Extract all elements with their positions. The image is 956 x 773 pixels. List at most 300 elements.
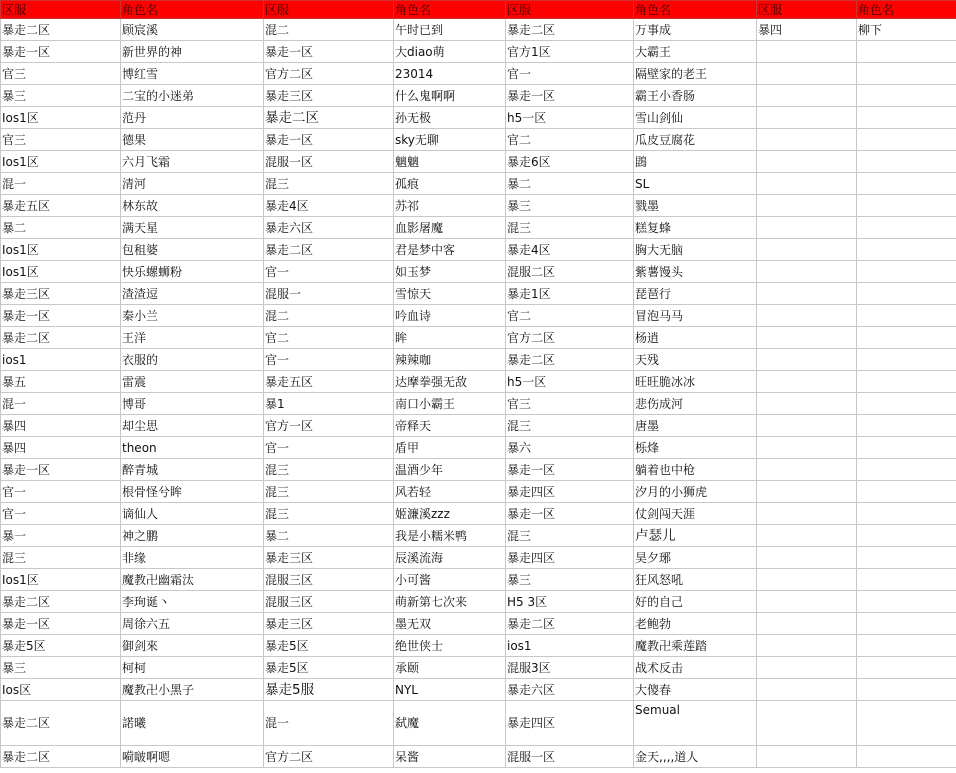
table-cell[interactable]: 温酒少年: [394, 459, 506, 481]
header-cell[interactable]: 区服: [1, 1, 121, 19]
table-cell[interactable]: 暴三: [1, 85, 121, 107]
table-cell[interactable]: 金天,,,,道人: [634, 746, 757, 768]
table-cell[interactable]: 姬濂溪zzz: [394, 503, 506, 525]
table-row: [1, 19, 956, 41]
table-cell[interactable]: 暴走一区: [506, 459, 634, 481]
table-cell[interactable]: 官方一区: [264, 415, 394, 437]
table-cell[interactable]: 旺旺脆冰冰: [634, 371, 757, 393]
table-cell[interactable]: 神之鹏: [121, 525, 264, 547]
table-cell[interactable]: 混一: [1, 173, 121, 195]
table-cell[interactable]: 胸大无脑: [634, 239, 757, 261]
table-row: [1, 657, 956, 679]
table-cell[interactable]: [757, 151, 857, 173]
table-cell[interactable]: [757, 746, 857, 768]
table-row: [1, 437, 956, 459]
table-cell[interactable]: 暴1: [264, 393, 394, 415]
table-cell[interactable]: 官二: [506, 129, 634, 151]
table-cell[interactable]: [757, 415, 857, 437]
table-cell[interactable]: 绝世侠士: [394, 635, 506, 657]
table-cell[interactable]: 混服三区: [264, 591, 394, 613]
table-cell[interactable]: 官一: [264, 261, 394, 283]
table-cell[interactable]: 暴三: [506, 569, 634, 591]
table-cell[interactable]: 官一: [1, 503, 121, 525]
table-cell[interactable]: 魔教卍小黑子: [121, 679, 264, 701]
header-cell[interactable]: 区服: [506, 1, 634, 19]
table-cell[interactable]: 辰溪流海: [394, 547, 506, 569]
table-cell[interactable]: 暴走二区: [506, 613, 634, 635]
table-cell[interactable]: 好的自己: [634, 591, 757, 613]
table-cell[interactable]: 戮墨: [634, 195, 757, 217]
table-cell[interactable]: 汐月的小狮虎: [634, 481, 757, 503]
table-cell[interactable]: 苏祁: [394, 195, 506, 217]
table-cell[interactable]: 暴三: [1, 657, 121, 679]
table-cell[interactable]: 孤痕: [394, 173, 506, 195]
table-cell[interactable]: 根骨怪兮眸: [121, 481, 264, 503]
table-cell[interactable]: 暴走一区: [506, 85, 634, 107]
table-cell[interactable]: 血影屠魔: [394, 217, 506, 239]
table-cell[interactable]: [857, 41, 956, 63]
table-cell[interactable]: 雪惊天: [394, 283, 506, 305]
table-cell[interactable]: 暴走二区: [1, 746, 121, 768]
table-cell[interactable]: [857, 283, 956, 305]
table-cell[interactable]: 林东故: [121, 195, 264, 217]
table-cell[interactable]: 孙无极: [394, 107, 506, 129]
table-cell[interactable]: 混三: [506, 415, 634, 437]
table-cell[interactable]: 暴走二区: [1, 327, 121, 349]
table-cell[interactable]: 暴走4区: [506, 239, 634, 261]
table-cell[interactable]: 官一: [506, 63, 634, 85]
table-row: [1, 129, 956, 151]
table-cell[interactable]: 暴走二区: [1, 19, 121, 41]
table-cell[interactable]: 暴走五区: [1, 195, 121, 217]
table-cell[interactable]: 栎烽: [634, 437, 757, 459]
table-cell[interactable]: 小可酱: [394, 569, 506, 591]
table-cell[interactable]: 混三: [264, 503, 394, 525]
table-cell[interactable]: 暴一: [1, 525, 121, 547]
table-cell[interactable]: 暴走三区: [264, 547, 394, 569]
table-cell[interactable]: 雪山剑仙: [634, 107, 757, 129]
table-cell[interactable]: 博红雪: [121, 63, 264, 85]
table-cell[interactable]: [857, 437, 956, 459]
table-cell[interactable]: 御剑來: [121, 635, 264, 657]
table-cell[interactable]: [857, 195, 956, 217]
table-cell[interactable]: 如玉梦: [394, 261, 506, 283]
table-cell[interactable]: [857, 635, 956, 657]
table-cell[interactable]: 快乐螺蛳粉: [121, 261, 264, 283]
table-cell[interactable]: [857, 129, 956, 151]
table-cell[interactable]: 墨无双: [394, 613, 506, 635]
table-cell[interactable]: Ios1区: [1, 261, 121, 283]
table-cell[interactable]: 混服一区: [506, 746, 634, 768]
table-cell[interactable]: 暴走五区: [264, 371, 394, 393]
table-cell[interactable]: 暴走二区: [264, 239, 394, 261]
table-cell[interactable]: 王洋: [121, 327, 264, 349]
table-row: [1, 107, 956, 129]
table-cell[interactable]: 暴走一区: [264, 41, 394, 63]
table-cell[interactable]: 大傻春: [634, 679, 757, 701]
table-cell[interactable]: 暴走四区: [506, 547, 634, 569]
table-cell[interactable]: 暴走一区: [1, 613, 121, 635]
table-cell[interactable]: 暴走二区: [506, 19, 634, 41]
table-cell[interactable]: 混服三区: [264, 569, 394, 591]
table-cell[interactable]: 盾甲: [394, 437, 506, 459]
table-cell[interactable]: 躺着也中枪: [634, 459, 757, 481]
table-cell[interactable]: 暴走5区: [264, 635, 394, 657]
table-cell[interactable]: Ios区: [1, 679, 121, 701]
table-cell[interactable]: 仗剑闯天涯: [634, 503, 757, 525]
table-cell[interactable]: 官方二区: [264, 746, 394, 768]
table-row: [1, 746, 956, 768]
table-cell[interactable]: Semual: [634, 701, 757, 746]
table-row: [1, 151, 956, 173]
table-cell[interactable]: [757, 701, 857, 746]
table-cell[interactable]: [857, 217, 956, 239]
table-cell[interactable]: 醉青城: [121, 459, 264, 481]
header-cell[interactable]: 角色名: [857, 1, 956, 19]
table-cell[interactable]: 官方二区: [264, 63, 394, 85]
table-cell[interactable]: [757, 283, 857, 305]
table-cell[interactable]: 暴走一区: [1, 41, 121, 63]
table-cell[interactable]: 承颐: [394, 657, 506, 679]
table-cell[interactable]: 暴走四区: [506, 701, 634, 746]
table-cell[interactable]: 官三: [1, 129, 121, 151]
table-cell[interactable]: 辣辣咖: [394, 349, 506, 371]
table-row: [1, 679, 956, 701]
table-cell[interactable]: 23014: [394, 63, 506, 85]
table-cell[interactable]: [757, 85, 857, 107]
table-cell[interactable]: 糕复蜂: [634, 217, 757, 239]
table-cell[interactable]: [857, 63, 956, 85]
table-cell[interactable]: 隔壁家的老王: [634, 63, 757, 85]
table-cell[interactable]: 混服一: [264, 283, 394, 305]
table-cell[interactable]: [857, 327, 956, 349]
table-cell[interactable]: 弑魔: [394, 701, 506, 746]
table-cell[interactable]: 暴走二区: [1, 701, 121, 746]
table-cell[interactable]: 周徐六五: [121, 613, 264, 635]
table-cell[interactable]: [757, 195, 857, 217]
table-cell[interactable]: [757, 459, 857, 481]
table-row: [1, 525, 956, 547]
table-row: [1, 371, 956, 393]
table-cell[interactable]: 大diao萌: [394, 41, 506, 63]
table-cell[interactable]: 范丹: [121, 107, 264, 129]
table-cell[interactable]: 雷震: [121, 371, 264, 393]
table-cell[interactable]: 魑魑: [394, 151, 506, 173]
table-cell[interactable]: 暴走二区: [1, 591, 121, 613]
table-cell[interactable]: 满天星: [121, 217, 264, 239]
table-row: [1, 459, 956, 481]
table-cell[interactable]: [757, 437, 857, 459]
table-cell[interactable]: 暴走5服: [264, 679, 394, 701]
table-cell[interactable]: 包租婆: [121, 239, 264, 261]
table-cell[interactable]: [857, 525, 956, 547]
table-cell[interactable]: [857, 239, 956, 261]
header-cell[interactable]: 区服: [757, 1, 857, 19]
table-cell[interactable]: 暴五: [1, 371, 121, 393]
table-cell[interactable]: [757, 129, 857, 151]
table-cell[interactable]: [857, 679, 956, 701]
table-row: [1, 173, 956, 195]
table-cell[interactable]: 清河: [121, 173, 264, 195]
table-row: [1, 217, 956, 239]
table-row: [1, 503, 956, 525]
table-cell[interactable]: 暴四: [1, 437, 121, 459]
table-cell[interactable]: 混三: [264, 173, 394, 195]
table-row: [1, 701, 956, 746]
table-cell[interactable]: [857, 349, 956, 371]
table-cell[interactable]: 暴二: [264, 525, 394, 547]
table-cell[interactable]: 官二: [264, 327, 394, 349]
table-cell[interactable]: 老鲍勃: [634, 613, 757, 635]
table-cell[interactable]: 暴走一区: [1, 459, 121, 481]
table-cell[interactable]: 混一: [1, 393, 121, 415]
table-cell[interactable]: 魔教卍幽霜汰: [121, 569, 264, 591]
table-cell[interactable]: 官一: [264, 437, 394, 459]
table-cell[interactable]: 暴走一区: [264, 129, 394, 151]
header-cell[interactable]: 角色名: [634, 1, 757, 19]
table-cell[interactable]: [857, 613, 956, 635]
table-cell[interactable]: 狂风怒吼: [634, 569, 757, 591]
table-cell[interactable]: 暴走一区: [1, 305, 121, 327]
header-cell[interactable]: 角色名: [121, 1, 264, 19]
table-cell[interactable]: 暴二: [1, 217, 121, 239]
table-cell[interactable]: [757, 657, 857, 679]
table-cell[interactable]: 帝释天: [394, 415, 506, 437]
table-cell[interactable]: [857, 569, 956, 591]
table-cell[interactable]: [857, 547, 956, 569]
table-cell[interactable]: 混服一区: [264, 151, 394, 173]
table-cell[interactable]: [857, 591, 956, 613]
table-cell[interactable]: 暴走三区: [264, 613, 394, 635]
table-cell[interactable]: [757, 63, 857, 85]
table-cell[interactable]: [857, 481, 956, 503]
table-cell[interactable]: [757, 503, 857, 525]
table-row: [1, 547, 956, 569]
table-cell[interactable]: 昊夕琊: [634, 547, 757, 569]
table-cell[interactable]: 官三: [1, 63, 121, 85]
table-cell[interactable]: h5一区: [506, 107, 634, 129]
table-cell[interactable]: 君是梦中客: [394, 239, 506, 261]
table-cell[interactable]: [757, 613, 857, 635]
table-cell[interactable]: 杨逍: [634, 327, 757, 349]
table-cell[interactable]: SL: [634, 173, 757, 195]
table-cell[interactable]: 瓜皮豆腐花: [634, 129, 757, 151]
table-cell[interactable]: 暴走6区: [506, 151, 634, 173]
table-cell[interactable]: 暴走4区: [264, 195, 394, 217]
table-cell[interactable]: 悲伤成河: [634, 393, 757, 415]
table-cell[interactable]: 吟血诗: [394, 305, 506, 327]
table-cell[interactable]: 渣渣逗: [121, 283, 264, 305]
table-row: [1, 195, 956, 217]
table-cell[interactable]: 顾宸溪: [121, 19, 264, 41]
table-cell[interactable]: 战术反击: [634, 657, 757, 679]
table-cell[interactable]: 暴走三区: [1, 283, 121, 305]
table-cell[interactable]: 柯柯: [121, 657, 264, 679]
table-cell[interactable]: 暴四: [1, 415, 121, 437]
table-cell[interactable]: [857, 415, 956, 437]
table-row: [1, 481, 956, 503]
table-cell[interactable]: 混三: [506, 525, 634, 547]
table-cell[interactable]: 官三: [506, 393, 634, 415]
table-row: [1, 85, 956, 107]
table-cell[interactable]: [857, 173, 956, 195]
table-cell[interactable]: 混三: [1, 547, 121, 569]
table-cell[interactable]: [857, 261, 956, 283]
table-cell[interactable]: [757, 679, 857, 701]
table-row: [1, 349, 956, 371]
header-cell[interactable]: 角色名: [394, 1, 506, 19]
table-cell[interactable]: [857, 393, 956, 415]
table-cell[interactable]: 琵琶行: [634, 283, 757, 305]
table-cell[interactable]: 暴走六区: [264, 217, 394, 239]
table-row: [1, 283, 956, 305]
table-row: [1, 305, 956, 327]
table-cell[interactable]: 官方二区: [506, 327, 634, 349]
table-cell[interactable]: 达摩拳强无敌: [394, 371, 506, 393]
table-cell[interactable]: 二宝的小迷弟: [121, 85, 264, 107]
table-row: [1, 393, 956, 415]
table-cell[interactable]: Ios1区: [1, 107, 121, 129]
table-cell[interactable]: 午时已到: [394, 19, 506, 41]
table-cell[interactable]: [857, 151, 956, 173]
table-row: [1, 613, 956, 635]
table-cell[interactable]: [757, 547, 857, 569]
table-cell[interactable]: 暴走5区: [1, 635, 121, 657]
table-cell[interactable]: 官二: [506, 305, 634, 327]
table-cell[interactable]: 南口小霸王: [394, 393, 506, 415]
table-cell[interactable]: 暴三: [506, 195, 634, 217]
table-cell[interactable]: 混三: [264, 481, 394, 503]
table-cell[interactable]: 卢瑟儿: [634, 525, 757, 547]
table-cell[interactable]: 混一: [264, 701, 394, 746]
table-cell[interactable]: [757, 327, 857, 349]
table-cell[interactable]: Ios1区: [1, 239, 121, 261]
table-cell[interactable]: 谪仙人: [121, 503, 264, 525]
table-cell[interactable]: [757, 591, 857, 613]
table-cell[interactable]: 暴走四区: [506, 481, 634, 503]
table-row: [1, 415, 956, 437]
table-cell[interactable]: 天残: [634, 349, 757, 371]
table-cell[interactable]: 嗬啵啊嗯: [121, 746, 264, 768]
table-cell[interactable]: [757, 393, 857, 415]
table-cell[interactable]: NYL: [394, 679, 506, 701]
table-cell[interactable]: 混二: [264, 19, 394, 41]
table-cell[interactable]: 暴走一区: [506, 503, 634, 525]
table-cell[interactable]: [757, 305, 857, 327]
table-cell[interactable]: Ios1区: [1, 151, 121, 173]
table-cell[interactable]: 暴二: [506, 173, 634, 195]
table-cell[interactable]: [857, 305, 956, 327]
table-cell[interactable]: 萌新第七次来: [394, 591, 506, 613]
table-cell[interactable]: 柳下: [857, 19, 956, 41]
table-cell[interactable]: 霸王小香肠: [634, 85, 757, 107]
table-cell[interactable]: theon: [121, 437, 264, 459]
table-cell[interactable]: 紫薯馒头: [634, 261, 757, 283]
table-cell[interactable]: 魔教卍乘莲踏: [634, 635, 757, 657]
table-cell[interactable]: 风若轻: [394, 481, 506, 503]
table-cell[interactable]: 官一: [264, 349, 394, 371]
table-cell[interactable]: [757, 217, 857, 239]
table-cell[interactable]: ios1: [506, 635, 634, 657]
table-cell[interactable]: 衣服的: [121, 349, 264, 371]
table-cell[interactable]: ios1: [1, 349, 121, 371]
table-cell[interactable]: [857, 657, 956, 679]
table-cell[interactable]: 万事成: [634, 19, 757, 41]
header-row: [1, 1, 956, 19]
table-cell[interactable]: 冒泡马马: [634, 305, 757, 327]
table-cell[interactable]: 李珣诞丶: [121, 591, 264, 613]
table-cell[interactable]: 混服二区: [506, 261, 634, 283]
table-cell[interactable]: 眸: [394, 327, 506, 349]
table-cell[interactable]: 却尘思: [121, 415, 264, 437]
table-cell[interactable]: [857, 701, 956, 746]
table-cell[interactable]: H5 3区: [506, 591, 634, 613]
table-cell[interactable]: 秦小兰: [121, 305, 264, 327]
table-cell[interactable]: [757, 569, 857, 591]
table-cell[interactable]: 混三: [264, 459, 394, 481]
table-cell[interactable]: [757, 349, 857, 371]
table-cell[interactable]: Ios1区: [1, 569, 121, 591]
table-row: [1, 591, 956, 613]
table-cell[interactable]: 暴六: [506, 437, 634, 459]
table-cell[interactable]: 非缘: [121, 547, 264, 569]
table-cell[interactable]: 諾曦: [121, 701, 264, 746]
table-cell[interactable]: 暴走六区: [506, 679, 634, 701]
table-cell[interactable]: [757, 635, 857, 657]
table-cell[interactable]: [857, 503, 956, 525]
table-cell[interactable]: 唐墨: [634, 415, 757, 437]
table-cell[interactable]: 什么鬼啊啊: [394, 85, 506, 107]
table-cell[interactable]: 呆酱: [394, 746, 506, 768]
table-cell[interactable]: [757, 239, 857, 261]
table-cell[interactable]: [757, 261, 857, 283]
table-cell[interactable]: 暴走三区: [264, 85, 394, 107]
table-cell[interactable]: 官方1区: [506, 41, 634, 63]
table-cell[interactable]: [857, 746, 956, 768]
table-cell[interactable]: [757, 371, 857, 393]
table-cell[interactable]: [857, 85, 956, 107]
table-cell[interactable]: [757, 107, 857, 129]
table-cell[interactable]: 官一: [1, 481, 121, 503]
table-cell[interactable]: 暴走二区: [264, 107, 394, 129]
table-cell[interactable]: sky无聊: [394, 129, 506, 151]
table-cell[interactable]: 德果: [121, 129, 264, 151]
table-cell[interactable]: [757, 525, 857, 547]
table-cell[interactable]: 混二: [264, 305, 394, 327]
table-cell[interactable]: 暴走1区: [506, 283, 634, 305]
table-cell[interactable]: 暴四: [757, 19, 857, 41]
table-cell[interactable]: h5一区: [506, 371, 634, 393]
table-cell[interactable]: 暴走5区: [264, 657, 394, 679]
table-row: [1, 635, 956, 657]
table-cell[interactable]: [757, 41, 857, 63]
table-cell[interactable]: [757, 481, 857, 503]
table-cell[interactable]: [857, 371, 956, 393]
table-cell[interactable]: 我是小糯米鸭: [394, 525, 506, 547]
header-cell[interactable]: 区服: [264, 1, 394, 19]
table-cell[interactable]: 暴走二区: [506, 349, 634, 371]
table-cell[interactable]: 六月飞霜: [121, 151, 264, 173]
table-cell[interactable]: 混服3区: [506, 657, 634, 679]
table-cell[interactable]: [857, 107, 956, 129]
table-cell[interactable]: 博哥: [121, 393, 264, 415]
table-cell[interactable]: 大霸王: [634, 41, 757, 63]
table-cell[interactable]: 混三: [506, 217, 634, 239]
table-cell[interactable]: 鵾: [634, 151, 757, 173]
table-cell[interactable]: 新世界的神: [121, 41, 264, 63]
table-cell[interactable]: [857, 459, 956, 481]
table-cell[interactable]: [757, 173, 857, 195]
